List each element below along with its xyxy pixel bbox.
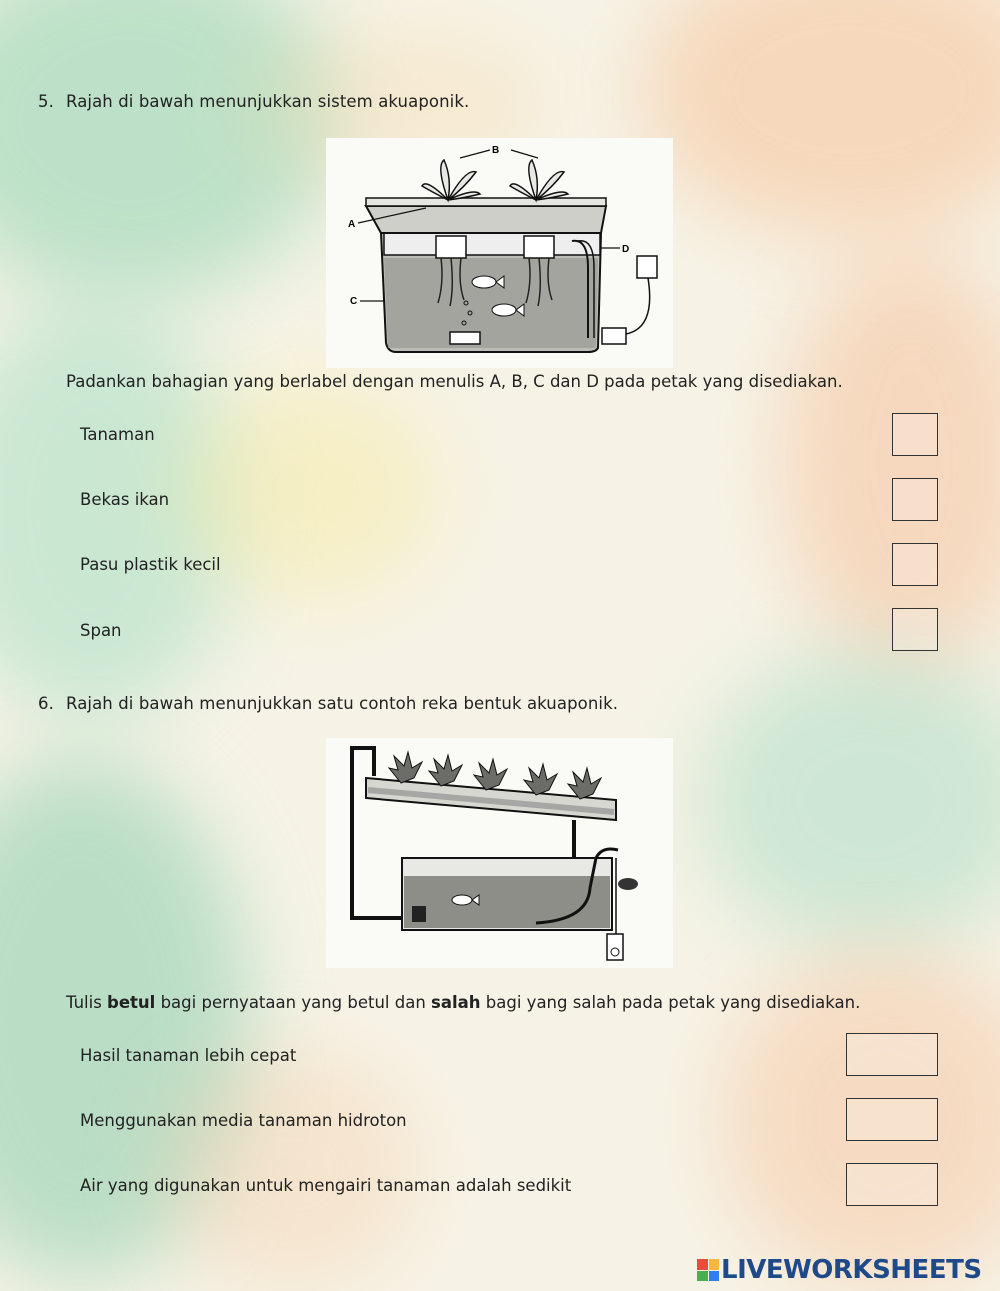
aquaponic-figure-2 — [326, 738, 673, 968]
question-5-text: Rajah di bawah menunjukkan sistem akuaponik. — [66, 92, 470, 111]
q5-item-label: Bekas ikan — [80, 490, 170, 509]
question-5-title — [38, 92, 469, 111]
instruction-text: bagi yang salah pada petak yang disediakan. — [480, 993, 861, 1012]
liveworksheets-logo-text: LIVEWORKSHEETS — [721, 1255, 982, 1285]
question-6-instruction — [66, 993, 860, 1012]
question-5-number: 5. — [38, 92, 54, 111]
q5-answer-box-tanaman[interactable] — [892, 413, 938, 456]
q6-statement: Air yang digunakan untuk mengairi tanaman adalah sedikit — [80, 1176, 572, 1195]
instruction-text: Tulis — [66, 993, 108, 1012]
instruction-text: bagi pernyataan yang betul dan — [155, 993, 432, 1012]
q6-statement: Hasil tanaman lebih cepat — [80, 1046, 297, 1065]
q5-item-label: Tanaman — [80, 425, 155, 444]
q5-answer-box-bekas-ikan[interactable] — [892, 478, 938, 521]
liveworksheets-icon — [697, 1259, 719, 1281]
figure-label-d: D — [622, 244, 630, 255]
q5-answer-box-span[interactable] — [892, 608, 938, 651]
figure-label-a: A — [348, 219, 356, 230]
figure-label-c: C — [350, 296, 358, 307]
question-6-title — [38, 694, 618, 713]
q6-answer-box-2[interactable] — [846, 1098, 938, 1141]
q5-item-label: Pasu plastik kecil — [80, 555, 221, 574]
question-5-instruction: Padankan bahagian yang berlabel dengan menulis A, B, C dan D pada petak yang disediakan. — [66, 372, 843, 391]
figure-label-b: B — [492, 145, 500, 156]
q5-answer-box-pasu-plastik[interactable] — [892, 543, 938, 586]
q6-answer-box-1[interactable] — [846, 1033, 938, 1076]
instruction-bold-salah: salah — [431, 993, 481, 1012]
liveworksheets-logo — [697, 1255, 982, 1285]
q5-item-label: Span — [80, 621, 122, 640]
question-6-number: 6. — [38, 694, 54, 713]
q6-answer-box-3[interactable] — [846, 1163, 938, 1206]
aquaponic-figure-1 — [326, 138, 673, 368]
instruction-bold-betul: betul — [107, 993, 156, 1012]
q6-statement: Menggunakan media tanaman hidroton — [80, 1111, 407, 1130]
question-6-text: Rajah di bawah menunjukkan satu contoh reka bentuk akuaponik. — [66, 694, 619, 713]
